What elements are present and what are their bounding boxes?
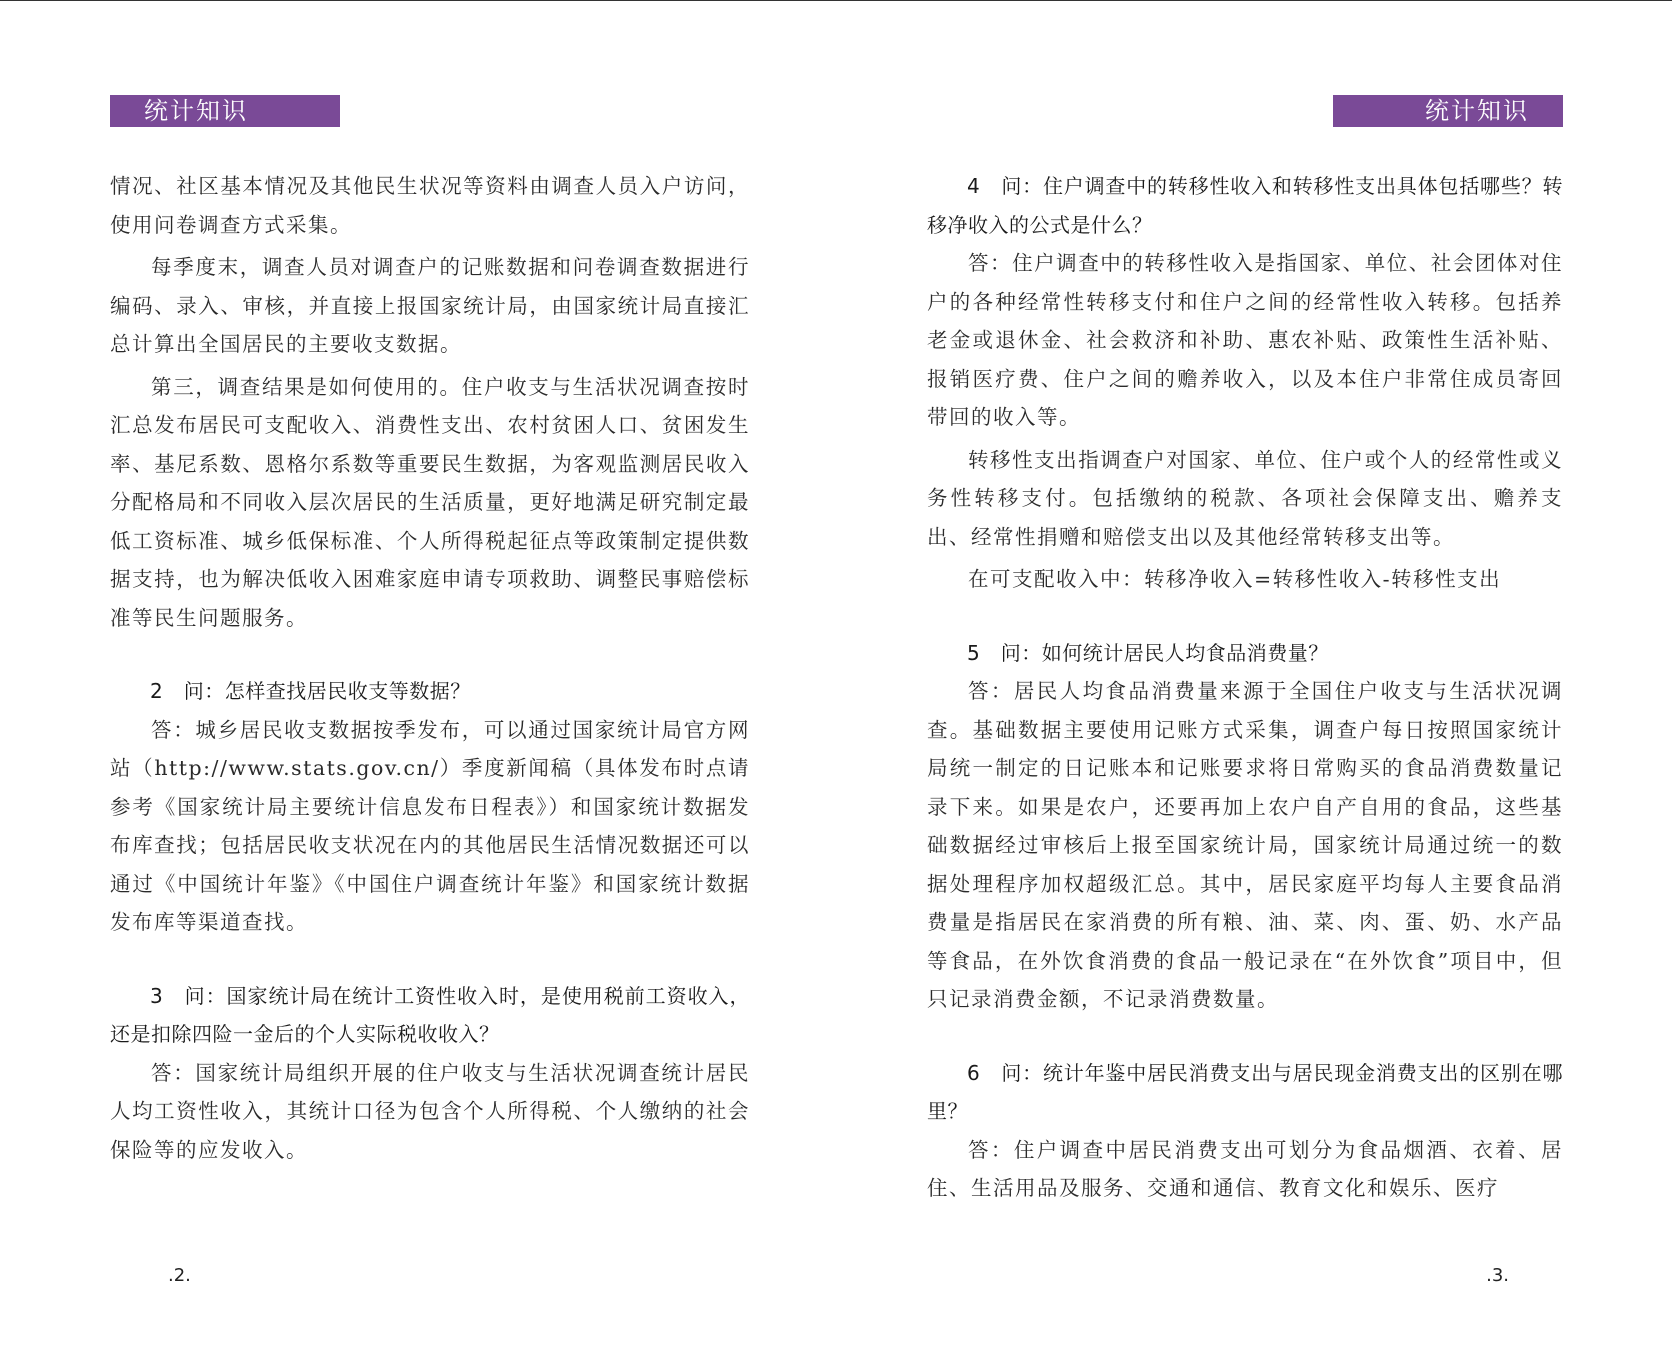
left-page <box>110 0 750 1353</box>
left-page-content <box>110 167 750 1169</box>
page-number: .3. <box>1486 1265 1509 1286</box>
question-heading: 6 问：统计年鉴中居民消费支出与居民现金消费支出的区别在哪里？ <box>927 1060 1563 1123</box>
question-heading: 2 问：怎样查找居民收支等数据？ <box>150 679 471 703</box>
answer-paragraph: 答：住户调查中的转移性收入是指国家、单位、社会团体对住户的各种经常性转移支付和住户之间的经常性收入转移。包括养老金或退休金、社会救济和补助、惠农补贴、政策性生活补贴、报销医疗费、住户之间的赡养收入，以及本住户非常住成员寄回带回的收入等。 <box>927 251 1563 429</box>
right-page-content <box>927 167 1563 1208</box>
paragraph: 情况、社区基本情况及其他民生状况等资料由调查人员入户访问，使用问卷调查方式采集。 <box>110 174 750 237</box>
right-page <box>927 0 1563 1353</box>
answer-paragraph: 答：国家统计局组织开展的住户收支与生活状况调查统计居民人均工资性收入，其统计口径为包含个人所得税、个人缴纳的社会保险等的应发收入。 <box>110 1060 750 1162</box>
question-heading: 5 问：如何统计居民人均食品消费量？ <box>967 640 1329 665</box>
answer-paragraph: 答：城乡居民收支数据按季发布，可以通过国家统计局官方网站（http://www.stats.gov.cn/）季度新闻稿（具体发布时点请参考《国家统计局主要统计信息发布日程表》）和国家统计数据发布库查找；包括居民收支状况在内的其他居民生活情况数据还可以通过《中国统计年鉴》《中国住户调查统计年鉴》和国家统计数据发布库等渠道查找。 <box>110 717 750 934</box>
section-tag: 统计知识 <box>110 95 340 127</box>
answer-paragraph: 答：居民人均食品消费量来源于全国住户收支与生活状况调查。基础数据主要使用记账方式采集，调查户每日按照国家统计局统一制定的日记账本和记账要求将日常购买的食品消费数量记录下来。如果是农户，还要再加上农户自产自用的食品，这些基础数据经过审核后上报至国家统计局，国家统计局通过统一的数据处理程序加权超级汇总。其中，居民家庭平均每人主要食品消费量是指居民在家消费的所有粮、油、菜、肉、蛋、奶、水产品等食品，在外饮食消费的食品一般记录在“在外饮食”项目中，但只记录消费金额，不记录消费数量。 <box>927 679 1563 1011</box>
question-heading: 3 问：国家统计局在统计工资性收入时，是使用税前工资收入，还是扣除四险一金后的个人实际税收收入？ <box>110 983 750 1046</box>
formula-line: 在可支配收入中：转移净收入=转移性收入-转移性支出 <box>968 567 1502 591</box>
answer-paragraph: 答：住户调查中居民消费支出可划分为食品烟酒、衣着、居住、生活用品及服务、交通和通信、教育文化和娱乐、医疗 <box>927 1137 1563 1200</box>
page-number: .2. <box>168 1265 191 1286</box>
paragraph: 第三，调查结果是如何使用的。住户收支与生活状况调查按时汇总发布居民可支配收入、消费性支出、农村贫困人口、贫困发生率、基尼系数、恩格尔系数等重要民生数据，为客观监测居民收入分配格局和不同收入层次居民的生活质量，更好地满足研究制定最低工资标准、城乡低保标准、个人所得税起征点等政策制定提供数据支持，也为解决低收入困难家庭申请专项救助、调整民事赔偿标准等民生问题服务。 <box>110 374 750 630</box>
question-heading: 4 问：住户调查中的转移性收入和转移性支出具体包括哪些？转移净收入的公式是什么？ <box>927 174 1563 237</box>
paragraph: 每季度末，调查人员对调查户的记账数据和问卷调查数据进行编码、录入、审核，并直接上报国家统计局，由国家统计局直接汇总计算出全国居民的主要收支数据。 <box>110 255 750 356</box>
section-tag: 统计知识 <box>1333 95 1563 127</box>
answer-paragraph: 转移性支出指调查户对国家、单位、住户或个人的经常性或义务性转移支付。包括缴纳的税款、各项社会保障支出、赡养支出、经常性捐赠和赔偿支出以及其他经常转移支出等。 <box>927 447 1563 549</box>
